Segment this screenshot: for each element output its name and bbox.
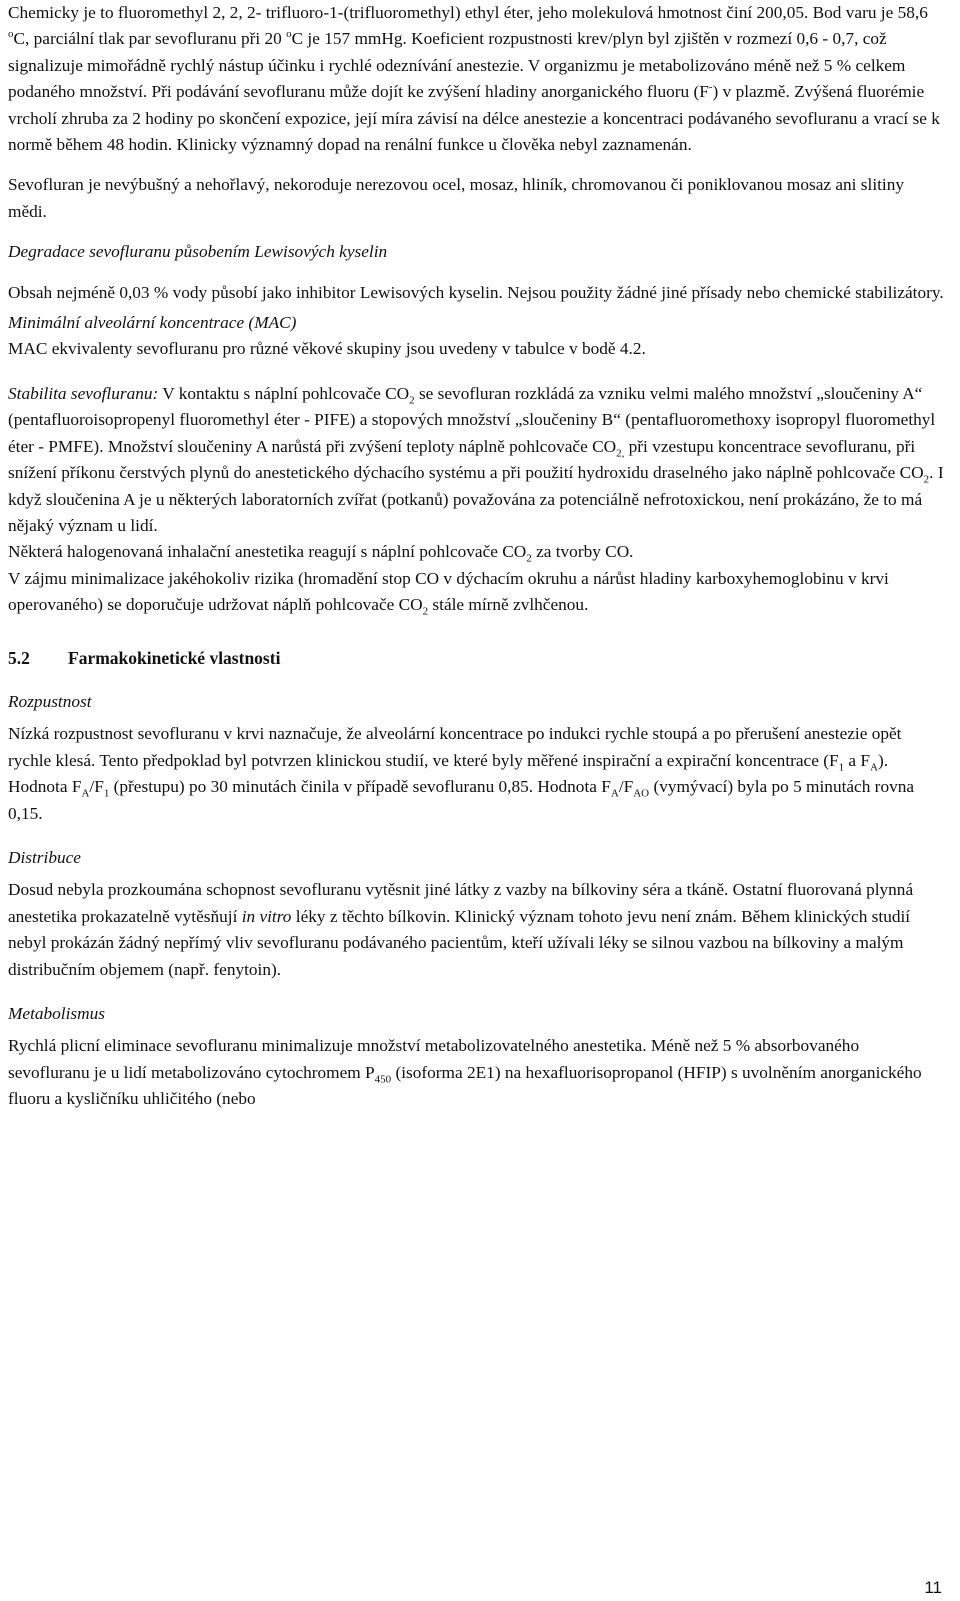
page-number: 11 (924, 1578, 942, 1597)
paragraph-stability: Stabilita sevofluranu: V kontaktu s náplní pohlcovače $CO_2$ se sevofluran rozkládá za vzniku velmi malého množství „sloučeniny A“ (pentafluoroisopropenyl fluoromethyl éter - PIFE) a stopových množství „sloučeniny B“ (pentafluoromethoxy isopropyl fluoromethyl éter - PMFE). Množství sloučeniny A narůstá při zvýšení teploty náplně pohlcovače $CO_{2,}$ při vzestupu koncentrace sevofluranu, při snížení příkonu čerstvých plynů do anestetického dýchacího systému a při použití hydroxidu draselného jako náplně pohlcovače $CO_2$. I když sloučenina A je u některých laboratorních zvířat (potkanů) považována za potenciálně nefrotoxickou, není prokázáno, že to má nějaký význam u lidí. (8, 383, 944, 535)
subheading-mac: Minimální alveolární koncentrace (MAC) (8, 313, 297, 333)
section-title: Farmakokinetické vlastnosti (68, 647, 281, 668)
paragraph-non-flammable: Sevofluran je nevýbušný a nehořlavý, nekoroduje nerezovou ocel, mosaz, hliník, chromovanou či poniklovanou mosaz ani slitiny mědi. (8, 175, 905, 221)
paragraph-chemical-properties: Chemicky je to fluoromethyl 2, 2, 2- trifluoro-1-(trifluoromethyl) ethyl éter, jeho molekulová hmotnost činí 200,05. Bod varu je 58,6 $^o$C, parciální tlak par sevofluranu při 20 $^o$C je 157 mmHg. Koeficient rozpustnosti krev/plyn byl zjištěn v rozmezí 0,6 - 0,7, což signalizuje mimořádně rychlý nástup účinku i rychlé odeznívání anestezie. V organizmu je metabolizováno méně než 5 % celkem podaného množství. Při podávání sevofluranu může dojít ke zvýšení hladiny anorganického fluoru (F-) v plazmě. Zvýšená fluorémie vrcholí zhruba za 2 hodiny po skončení expozice, její míra závisí na délce anestezie a koncentraci podávaného sevofluranu a vrací se k normě během 48 hodin. Klinicky významný dopad na renální funkce u člověka nebyl zaznamenán. (8, 3, 940, 155)
paragraph-metabolismus: Rychlá plicní eliminace sevofluranu minimalizuje množství metabolizovatelného anestetika. Méně než 5 % absorbovaného sevofluranu je u lidí metabolizováno cytochromem $P_{450}$ (isoforma 2E1) na hexafluorisopropanol (HFIP) s uvolněním anorganického fluoru a kysličníku uhličitého (nebo (8, 1036, 922, 1109)
paragraph-rozpustnost: Nízká rozpustnost sevofluranu v krvi naznačuje, že alveolární koncentrace po indukci rychle stoupá a po přerušení anestezie opět rychle klesá. Tento předpoklad byl potvrzen klinickou studií, ve které byly měřené inspirační a expirační koncentrace ($F_1$ a $F_A$). Hodnota $F_A/F_1$ (přestupu) po 30 minutách činila v případě sevofluranu 0,85. Hodnota $F_A/F_{AO}$ (vymývací) byla po 5 minutách rovna 0,15. (8, 724, 915, 823)
paragraph-mac: MAC ekvivalenty sevofluranu pro různé věkové skupiny jsou uvedeny v tabulce v bodě 4.2. (8, 339, 646, 359)
paragraph-risk-minimization: V zájmu minimalizace jakéhokoliv rizika (hromadění stop CO v dýchacím okruhu a nárůst hladiny karboxyhemoglobinu v krvi operovaného) se doporučuje udržovat náplň pohlcovače $CO_2$ stále mírně zvlhčenou. (8, 568, 889, 618)
paragraph-co-formation: Některá halogenovaná inhalační anestetika reagují s náplní pohlcovače $CO_2$ za tvorby CO. (8, 542, 634, 565)
section-heading (8, 645, 944, 671)
subheading-metabolismus: Metabolismus (8, 1004, 105, 1023)
document-page (8, 0, 944, 1113)
subheading-lewis-acids: Degradace sevofluranu působením Lewisových kyselin (8, 242, 388, 262)
stability-label: Stabilita sevofluranu: (8, 383, 159, 403)
paragraph-distribuce: Dosud nebyla prozkoumána schopnost sevofluranu vytěsnit jiné látky z vazby na bílkoviny séra a tkáně. Ostatní fluorovaná plynná anestetika prokazatelně vytěsňují in vitro léky z těchto bílkovin. Klinický význam tohoto jevu není znám. Během klinických studií nebyl prokázán žádný nepřímý vliv sevofluranu podávaného pacientům, kteří užívali léky se silnou vazbou na bílkoviny a malým distribučním objemem (např. fenytoin). (8, 880, 914, 979)
subheading-rozpustnost: Rozpustnost (8, 691, 92, 711)
subheading-distribuce: Distribuce (8, 847, 81, 867)
paragraph-water-inhibitor: Obsah nejméně 0,03 % vody působí jako inhibitor Lewisových kyselin. Nejsou použity žádné jiné přísady nebo chemické stabilizátory. (8, 282, 944, 302)
section-number: 5.2 (8, 647, 30, 668)
